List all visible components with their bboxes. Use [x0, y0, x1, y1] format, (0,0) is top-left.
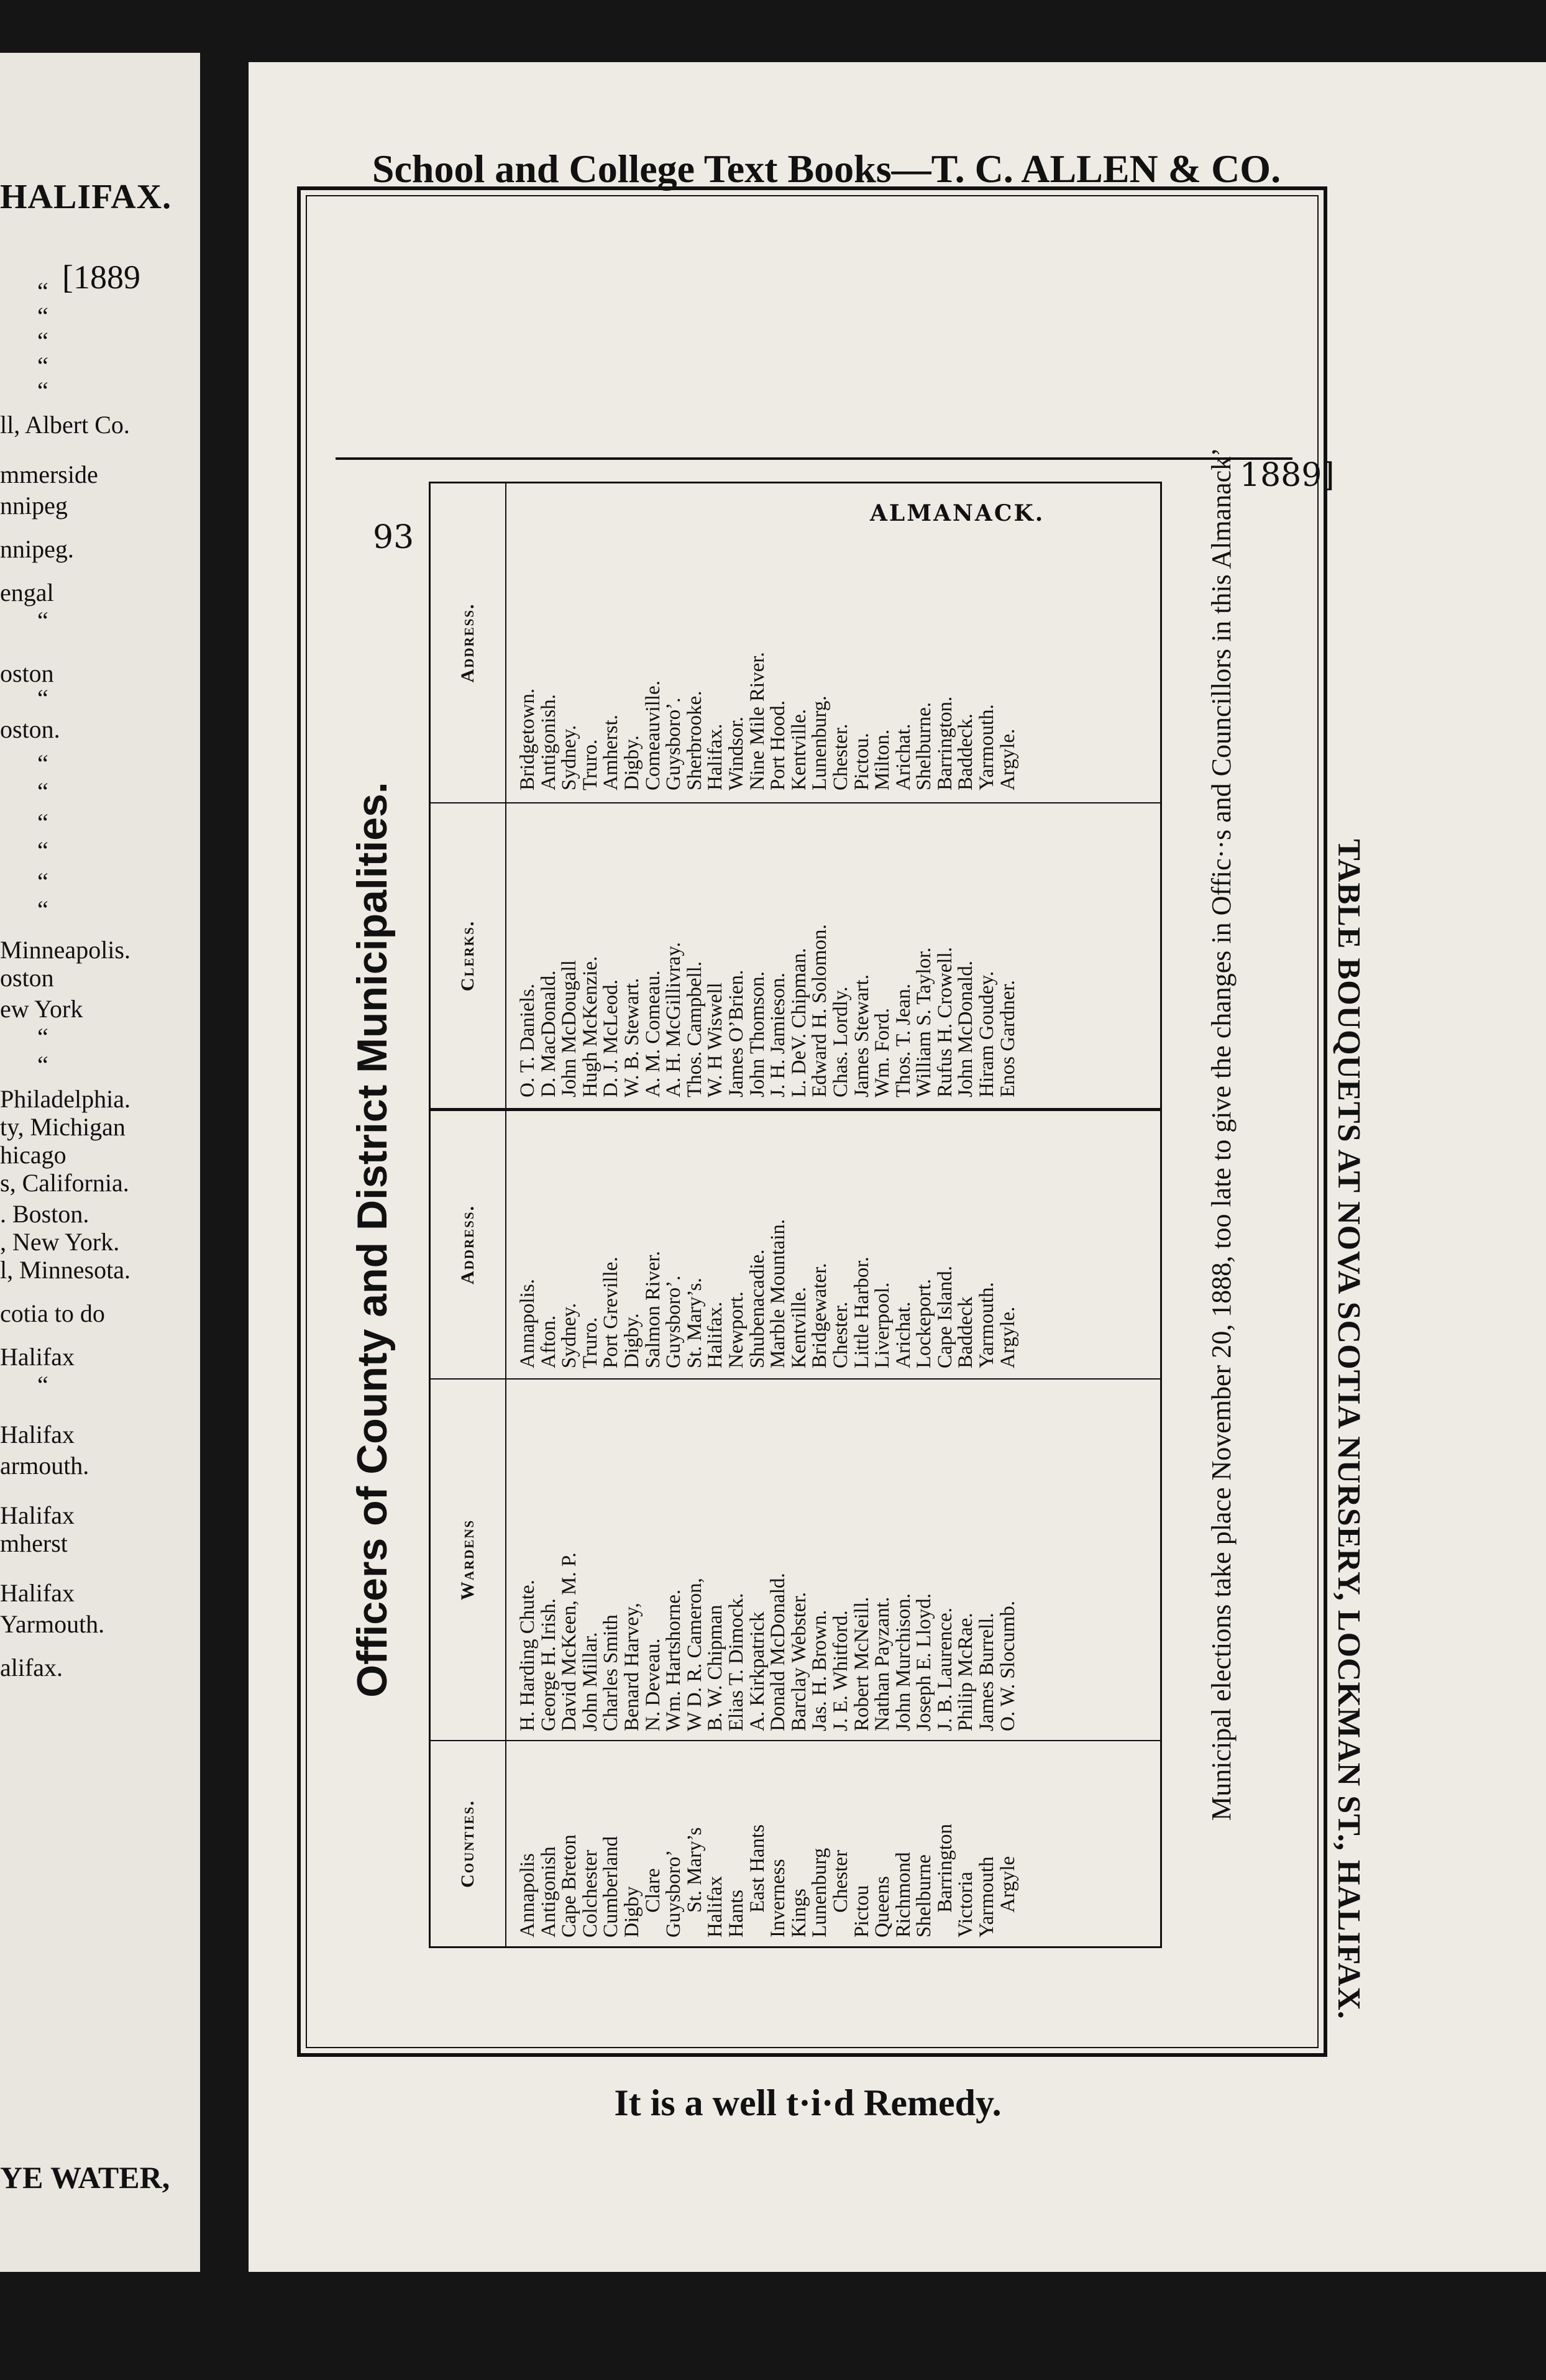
clerk-address-cell: Antigonish.	[537, 694, 560, 790]
left-page-line: “	[37, 1371, 48, 1399]
clerk-cell: John Thomson.	[746, 971, 769, 1097]
left-page-line: hicago	[0, 1141, 66, 1169]
clerk-cell: Hiram Goudey.	[976, 971, 999, 1097]
column-divider	[431, 1378, 1160, 1380]
warden-address-cell: Marble Mountain.	[767, 1219, 790, 1368]
warden-address-cell: Chester.	[829, 1301, 852, 1368]
county-cell: Chester	[829, 1850, 852, 1913]
clerk-address-cell: Sydney.	[558, 725, 581, 790]
clerk-address-cell: Port Hood.	[767, 700, 790, 790]
clerk-address-cell: Sherbrooke.	[683, 690, 706, 790]
left-page-line: cotia to do	[0, 1299, 105, 1327]
clerk-cell: John McDonald.	[954, 961, 977, 1097]
warden-address-cell: Annapolis.	[516, 1279, 539, 1368]
left-page-line: ll, Albert Co.	[0, 411, 130, 439]
clerk-cell: Rufus H. Crowell.	[933, 947, 956, 1097]
county-cell: Shelburne	[913, 1854, 936, 1938]
county-cell: Antigonish	[537, 1846, 560, 1938]
clerk-address-cell: Argyle.	[996, 728, 1019, 790]
left-page-bottom-text: YE WATER,	[0, 2160, 170, 2195]
left-page-line: “	[37, 606, 48, 634]
clerk-cell: William S. Taylor.	[913, 947, 936, 1097]
left-page-line: Philadelphia.	[0, 1085, 130, 1113]
left-page-line: “	[37, 749, 48, 777]
left-page-line: nnipeg.	[0, 535, 74, 563]
county-cell: Halifax	[704, 1876, 727, 1938]
clerk-cell: A. M. Comeau.	[641, 970, 664, 1097]
clerk-cell: John McDougall	[558, 960, 581, 1097]
table-title: Officers of County and District Municipalities.	[349, 782, 396, 1698]
left-page-line: “	[37, 836, 48, 864]
county-cell: Colchester	[579, 1849, 601, 1938]
wardens-column	[518, 1552, 1018, 1731]
clerk-address-cell: Chester.	[829, 723, 852, 790]
warden-cell: Benard Harvey,	[620, 1603, 643, 1731]
counties-column	[518, 1824, 1018, 1938]
clerk-address-cell: Halifax.	[704, 723, 727, 790]
county-cell: St. Mary’s	[683, 1827, 706, 1913]
county-cell: Annapolis	[516, 1853, 539, 1938]
warden-address-cell: Truro.	[579, 1317, 601, 1368]
header-counties: Counties.	[457, 1800, 478, 1888]
warden-address-cell: Halifax.	[704, 1301, 727, 1368]
page-number: 93	[373, 519, 414, 556]
clerk-address-cell: Baddeck.	[954, 713, 977, 790]
left-page-line: “	[37, 867, 48, 895]
left-page-strip	[0, 53, 200, 2272]
warden-cell: Robert McNeill.	[850, 1596, 873, 1731]
page-header-title: ALMANACK.	[870, 500, 1045, 526]
column-divider-thick	[431, 1108, 1160, 1111]
clerk-address-cell: Kentville.	[787, 708, 810, 790]
clerk-address-column	[518, 652, 1018, 790]
county-cell: Guysboro’	[662, 1849, 685, 1938]
county-cell: Victoria	[954, 1871, 977, 1938]
header-clerks: Clerks.	[457, 920, 478, 992]
warden-address-cell: Shubenacadie.	[746, 1249, 769, 1368]
warden-address-cell: Kentville.	[787, 1286, 810, 1368]
warden-address-cell: Sydney.	[558, 1302, 581, 1368]
clerk-address-cell: Comeauville.	[641, 680, 664, 790]
clerk-cell: A. H. McGillivray.	[662, 942, 685, 1097]
footnote: Municipal elections take place November 20, 1888, too late to give the changes in Offic··s and Councillors in this Almanack’	[1206, 447, 1237, 1821]
left-page-line: “	[37, 1051, 48, 1079]
warden-cell: Philip McRae.	[954, 1613, 977, 1731]
left-page-line: “	[37, 777, 48, 805]
clerk-address-cell: Truro.	[579, 739, 601, 790]
running-head: School and College Text Books—T. C. ALLEN & CO.	[372, 147, 1281, 191]
county-cell: Clare	[641, 1868, 664, 1913]
left-page-line: , New York.	[0, 1228, 120, 1256]
warden-cell: Joseph E. Lloyd.	[913, 1593, 936, 1731]
warden-cell: J. B. Laurence.	[933, 1608, 956, 1731]
clerk-address-cell: Bridgetown.	[516, 688, 539, 790]
left-page-line: “	[37, 895, 48, 923]
warden-address-cell: Yarmouth.	[976, 1282, 999, 1368]
warden-cell: Jas. H. Brown.	[808, 1609, 831, 1731]
warden-cell: W D. R. Cameron,	[683, 1578, 706, 1731]
county-cell: Lunenburg	[808, 1847, 831, 1938]
left-page-line: “	[37, 327, 48, 355]
warden-cell: George H. Irish.	[537, 1598, 560, 1731]
warden-cell: James Burrell.	[976, 1613, 999, 1731]
warden-address-cell: Lockeport.	[913, 1279, 936, 1368]
page-year: 1889]	[1240, 457, 1335, 494]
warden-cell: A. Kirkpatrick	[746, 1611, 769, 1731]
header-wardens: Wardens	[457, 1519, 478, 1601]
left-page-line: armouth.	[0, 1452, 89, 1480]
left-page-line: Halifax	[0, 1579, 75, 1607]
clerk-address-cell: Nine Mile River.	[746, 652, 769, 790]
county-cell: Queens	[871, 1876, 894, 1938]
rotated-table-block	[323, 233, 1335, 2035]
left-page-line: mherst	[0, 1529, 68, 1557]
warden-address-cell: Bridgewater.	[808, 1263, 831, 1368]
header-rule-line	[505, 483, 506, 1946]
clerk-cell: Thos. Campbell.	[683, 961, 706, 1097]
warden-address-cell: Cape Island.	[933, 1266, 956, 1368]
left-page-line: l, Minnesota.	[0, 1256, 130, 1284]
clerk-cell: W. B. Stewart.	[620, 977, 643, 1097]
county-cell: Argyle	[996, 1856, 1019, 1913]
left-page-line: ew York	[0, 995, 83, 1023]
left-page-line: s, California.	[0, 1169, 129, 1197]
left-page-line: mmerside	[0, 460, 98, 488]
county-cell: Cumberland	[600, 1836, 623, 1938]
clerk-cell: James O’Brien.	[725, 969, 748, 1097]
left-page-line: “	[37, 277, 48, 305]
clerk-address-cell: Windsor.	[725, 716, 748, 790]
clerk-address-cell: Pictou.	[850, 733, 873, 790]
left-page-title: HALIFAX.	[0, 178, 172, 216]
page-footer: It is a well t·i·d Remedy.	[614, 2082, 1002, 2123]
warden-address-column	[518, 1219, 1018, 1368]
clerk-address-cell: Yarmouth.	[976, 704, 999, 790]
left-page-line: . Boston.	[0, 1200, 89, 1228]
clerk-cell: Enos Gardner.	[996, 980, 1019, 1097]
left-page-line: “	[37, 377, 48, 405]
warden-cell: J. E. Whitford.	[829, 1610, 852, 1731]
left-page-line: Yarmouth.	[0, 1610, 105, 1638]
clerk-cell: L. DeV. Chipman.	[787, 948, 810, 1097]
warden-address-cell: Argyle.	[996, 1306, 1019, 1368]
clerk-cell: W. H Wiswell	[704, 982, 727, 1097]
left-page-line: oston	[0, 964, 54, 992]
clerk-cell: J. H. Jamieson.	[767, 973, 790, 1097]
clerk-address-cell: Barrington.	[933, 696, 956, 790]
county-cell: Digby	[620, 1886, 643, 1938]
warden-address-cell: Baddeck	[954, 1296, 977, 1368]
warden-cell: David McKeen, M. P.	[558, 1552, 581, 1731]
left-page-line: “	[37, 302, 48, 330]
county-cell: Kings	[787, 1888, 810, 1938]
warden-cell: Nathan Payzant.	[871, 1596, 894, 1731]
left-page-year: [1889	[62, 259, 140, 296]
warden-cell: N. Deveau.	[641, 1638, 664, 1731]
warden-cell: Elias T. Dimock.	[725, 1593, 748, 1731]
warden-cell: H. Harding Chute.	[516, 1580, 539, 1731]
clerk-cell: O. T. Daniels.	[516, 984, 539, 1097]
warden-cell: Charles Smith	[600, 1614, 623, 1731]
clerks-column	[518, 924, 1018, 1097]
warden-cell: John Murchison.	[892, 1593, 915, 1731]
warden-address-cell: Arichat.	[892, 1301, 915, 1368]
header-clerk-address: Address.	[457, 603, 478, 683]
warden-address-cell: Guysboro’.	[662, 1275, 685, 1368]
side-advertisement: TABLE BOUQUETS AT NOVA SCOTIA NURSERY, LOCKMAN ST., HALIFAX.	[1331, 839, 1366, 2020]
left-page-line: “	[37, 352, 48, 380]
warden-address-cell: Digby.	[620, 1313, 643, 1368]
county-cell: East Hants	[746, 1824, 769, 1913]
left-page-line: nnipeg	[0, 492, 68, 519]
header-rule	[336, 457, 1292, 460]
clerk-address-cell: Arichat.	[892, 723, 915, 790]
clerk-address-cell: Shelburne.	[913, 702, 936, 790]
county-cell: Inverness	[767, 1859, 790, 1938]
header-warden-address: Address.	[457, 1204, 478, 1285]
left-page-line: Halifax	[0, 1501, 75, 1529]
left-page-line: ty, Michigan	[0, 1113, 126, 1141]
warden-address-cell: Afton.	[537, 1315, 560, 1368]
warden-address-cell: Little Harbor.	[850, 1256, 873, 1368]
county-cell: Cape Breton	[558, 1834, 581, 1938]
clerk-address-cell: Lunenburg.	[808, 695, 831, 790]
county-cell: Pictou	[850, 1885, 873, 1938]
clerk-cell: D. J. McLeod.	[600, 979, 623, 1097]
clerk-cell: James Stewart.	[850, 974, 873, 1097]
county-cell: Yarmouth	[976, 1856, 999, 1938]
left-page-line: engal	[0, 579, 54, 606]
clerk-cell: Wm. Ford.	[871, 1008, 894, 1097]
column-divider	[431, 802, 1160, 803]
left-page-line: oston	[0, 659, 54, 687]
warden-cell: O. W. Slocumb.	[996, 1601, 1019, 1731]
clerk-cell: Hugh McKenzie.	[579, 956, 601, 1097]
left-page-line: “	[37, 684, 48, 712]
warden-address-cell: Liverpool.	[871, 1282, 894, 1368]
warden-cell: John Millar.	[579, 1632, 601, 1731]
left-page-line: “	[37, 808, 48, 836]
left-page-line: oston.	[0, 715, 60, 743]
clerk-cell: Chas. Lordly.	[829, 986, 852, 1097]
clerk-cell: Edward H. Solomon.	[808, 924, 831, 1097]
clerk-address-cell: Digby.	[620, 735, 643, 790]
county-cell: Hants	[725, 1890, 748, 1938]
county-cell: Richmond	[892, 1852, 915, 1938]
county-cell: Barrington	[933, 1824, 956, 1913]
left-page-line: Halifax	[0, 1343, 75, 1371]
left-page-line: Halifax	[0, 1421, 75, 1449]
warden-address-cell: Salmon River.	[641, 1251, 664, 1368]
left-page-line: “	[37, 1023, 48, 1051]
warden-address-cell: St. Mary’s.	[683, 1278, 706, 1368]
clerk-cell: Thos. T. Jean.	[892, 984, 915, 1097]
warden-address-cell: Newport.	[725, 1291, 748, 1368]
clerk-address-cell: Guysboro’.	[662, 697, 685, 790]
clerk-address-cell: Amherst.	[600, 715, 623, 790]
clerk-cell: D. MacDonald.	[537, 970, 560, 1097]
warden-cell: Barclay Webster.	[787, 1592, 810, 1731]
officers-table	[429, 482, 1162, 1948]
left-page-line: Minneapolis.	[0, 936, 130, 964]
column-divider	[431, 1740, 1160, 1741]
warden-cell: Wm. Hartshorne.	[662, 1589, 685, 1731]
clerk-address-cell: Milton.	[871, 729, 894, 790]
left-page-line: alifax.	[0, 1654, 63, 1682]
warden-cell: B. W. Chipman	[704, 1604, 727, 1731]
warden-address-cell: Port Greville.	[600, 1256, 623, 1368]
warden-cell: Donald McDonald.	[767, 1573, 790, 1731]
